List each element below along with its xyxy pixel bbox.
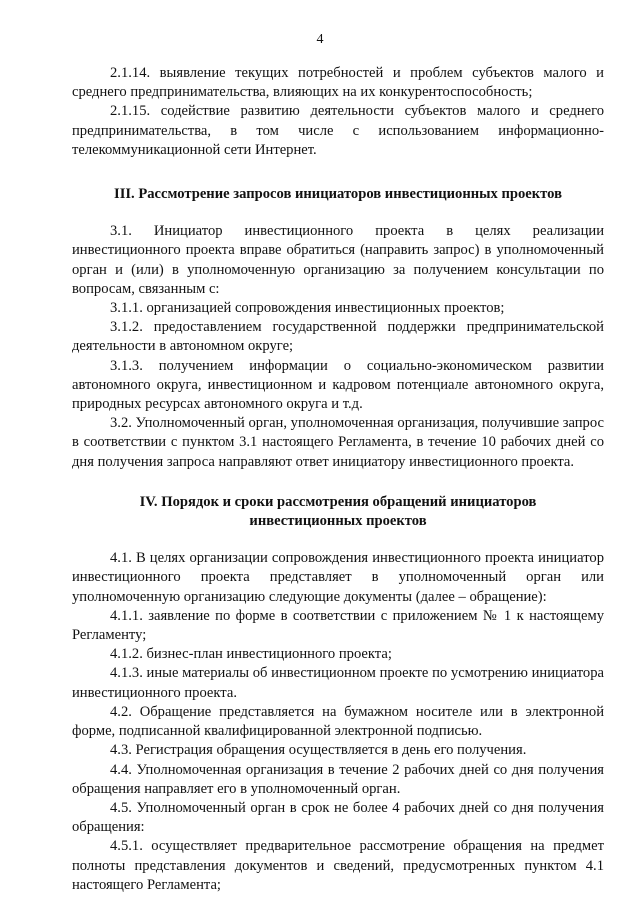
paragraph-3-1: 3.1. Инициатор инвестиционного проекта в целях реализации инвестиционного проекта вправе обратиться (направить запрос) в уполномоченный орган и (или) в уполномоченную организацию за получением консультации по вопросам, связанным с: <box>72 223 604 297</box>
paragraph-4-4: 4.4. Уполномоченная организация в течение 2 рабочих дней со дня получения обращения направляет его в уполномоченный орган. <box>72 761 604 797</box>
paragraph-4-1-1: 4.1.1. заявление по форме в соответствии с приложением № 1 к настоящему Регламенту; <box>72 607 604 644</box>
spacer <box>72 204 604 222</box>
paragraph-2-1-14: 2.1.14. выявление текущих потребностей и проблем субъектов малого и среднего предпринимательства, влияющих на их конкурентоспособность; <box>72 65 604 101</box>
paragraph-4-1-2: 4.1.2. бизнес-план инвестиционного проекта; <box>110 646 392 663</box>
paragraph-2-1-15: 2.1.15. содействие развитию деятельности субъектов малого и среднего предпринимательства, в том числе с использованием информационно-телекоммуникационной сети Интернет. <box>72 103 604 158</box>
section-3-heading: III. Рассмотрение запросов инициаторов инвестиционных проектов <box>114 186 562 203</box>
paragraph-3-1-1: 3.1.1. организацией сопровождения инвестиционных проектов; <box>110 300 505 317</box>
spacer <box>72 160 604 185</box>
section-4-heading-line-2: инвестиционных проектов <box>249 513 427 530</box>
paragraph-4-1: 4.1. В целях организации сопровождения инвестиционного проекта инициатор инвестиционного проекта представляет в уполномоченный орган или уполномоченную организацию следующие документы (далее – обращение): <box>72 550 604 605</box>
paragraph-4-2: 4.2. Обращение представляется на бумажном носителе или в электронной форме, подписанной квалифицированной электронной подписью. <box>72 703 604 740</box>
section-4-heading-line-1: IV. Порядок и сроки рассмотрения обращений инициаторов <box>139 493 537 510</box>
paragraph-4-5: 4.5. Уполномоченный орган в срок не более 4 рабочих дней со дня получения обращения: <box>72 799 604 836</box>
paragraph-3-2: 3.2. Уполномоченный орган, уполномоченная организация, получившие запрос в соответствии с пунктом 3.1 настоящего Регламента, в течение 10 рабочих дней со дня получения запроса направляют ответ инициатору инвестиционного проекта. <box>72 415 604 470</box>
paragraph-4-1-3: 4.1.3. иные материалы об инвестиционном проекте по усмотрению инициатора инвестиционного проекта. <box>72 665 604 701</box>
paragraph-4-3: 4.3. Регистрация обращения осуществляется в день его получения. <box>110 742 527 759</box>
paragraph-3-1-3: 3.1.3. получением информации о социально-экономическом развитии автономного округа, инвестиционном и кадровом потенциале автономного округа, природных ресурсах автономного округа и т.д. <box>72 357 604 413</box>
paragraph-3-1-2: 3.1.2. предоставлением государственной поддержки предпринимательской деятельности в автономном округе; <box>72 319 604 355</box>
page-number: 4 <box>316 32 324 47</box>
spacer <box>72 472 604 493</box>
spacer <box>72 531 604 549</box>
paragraph-4-5-1: 4.5.1. осуществляет предварительное рассмотрение обращения на предмет полноты представления документов и сведений, предусмотренных пунктом 4.1 настоящего Регламента; <box>72 838 604 893</box>
document-body <box>72 64 604 895</box>
